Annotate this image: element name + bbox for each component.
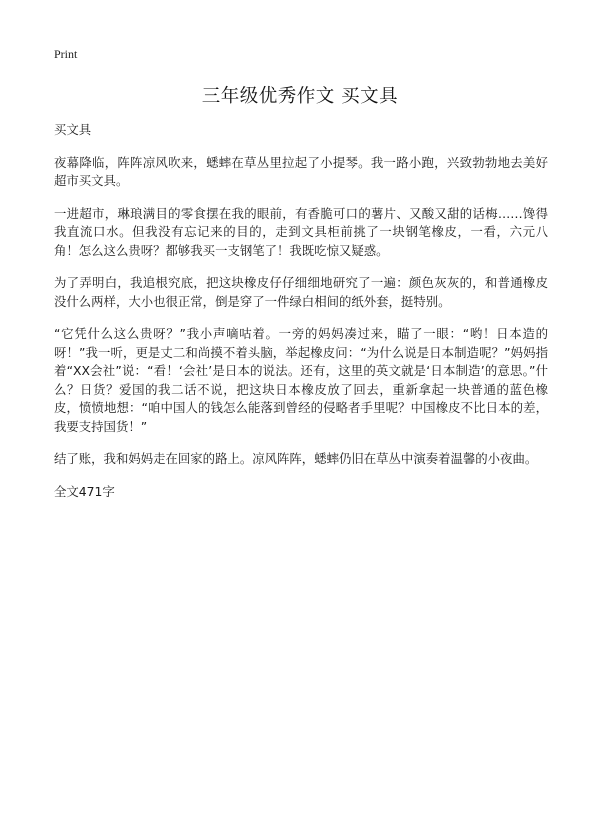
paragraph-4: “它凭什么这么贵呀？”我小声嘀咕着。一旁的妈妈凑过来，瞄了一眼：“哟！日本造的呀！”我一听，更是丈二和尚摸不着头脑，举起橡皮问：“为什么说是日本制造呢？”妈妈指着“XX会社”说：“看！‘会社’是日本的说法。还有，这里的英文就是‘日本制造’的意思。”什么？日货？爱国的我二话不说，把这块日本橡皮放了回去，重新拿起一块普通的蓝色橡皮，愤愤地想：“咱中国人的钱怎么能落到曾经的侵略者手里呢？中国橡皮不比日本的差，我要支持国货！” — [54, 326, 548, 434]
paragraph-2: 一进超市，琳琅满目的零食摆在我的眼前，有香脆可口的薯片、又酸又甜的话梅……馋得我直流口水。但我没有忘记来的目的，走到文具柜前挑了一块钢笔橡皮，一看，六元八角！怎么这么贵呀？都够我买一支钢笔了！我既吃惊又疑惑。 — [54, 205, 548, 258]
article-body — [54, 121, 548, 501]
article-subtitle: 买文具 — [54, 122, 92, 137]
paragraph-1: 夜幕降临，阵阵凉风吹来，蟋蟀在草丛里拉起了小提琴。我一路小跑，兴致勃勃地去美好超市买文具。 — [54, 154, 548, 188]
print-link[interactable]: Print — [54, 47, 78, 61]
paragraph-3: 为了弄明白，我追根究底，把这块橡皮仔仔细细地研究了一遍：颜色灰灰的，和普通橡皮没什么两样，大小也很正常，倒是穿了一件绿白相间的纸外套，挺特别。 — [54, 275, 548, 309]
word-count: 全文471字 — [54, 483, 115, 499]
paragraph-5: 结了账，我和妈妈走在回家的路上。凉风阵阵，蟋蟀仍旧在草丛中演奏着温馨的小夜曲。 — [54, 451, 538, 466]
article-title: 三年级优秀作文 买文具 — [201, 86, 399, 107]
